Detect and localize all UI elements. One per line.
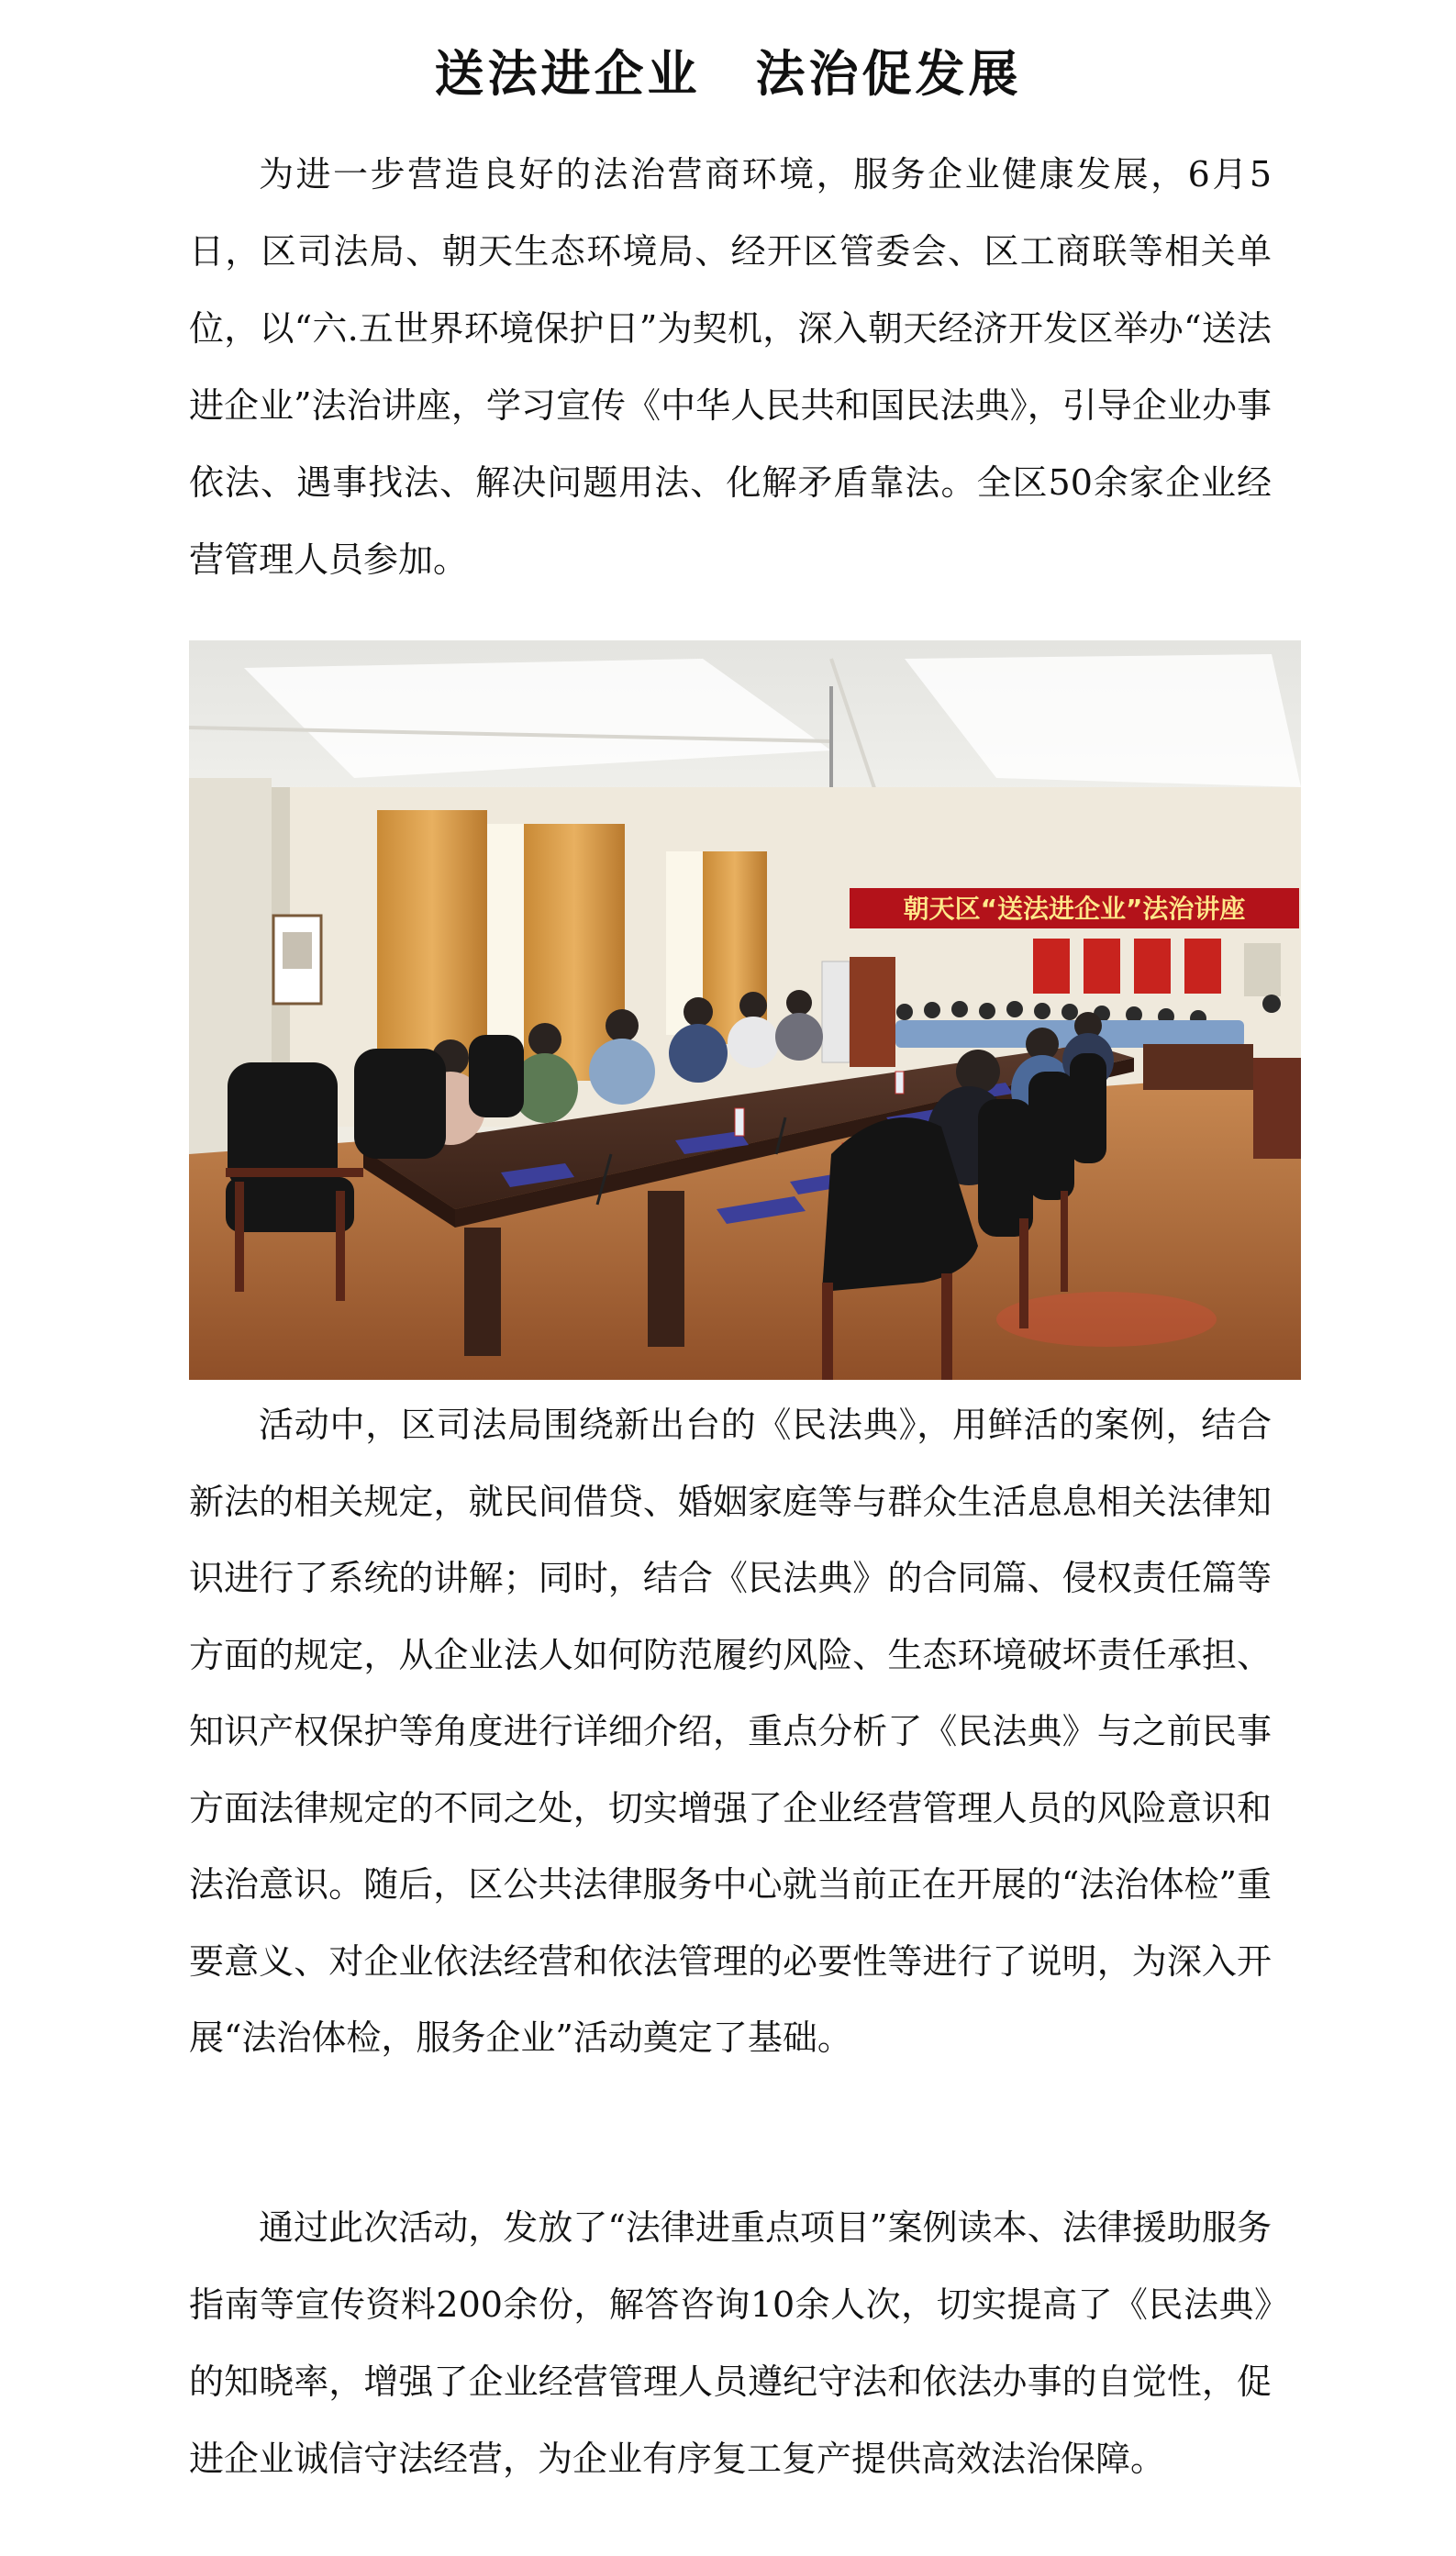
paragraph-results: 通过此次活动，发放了“法律进重点项目”案例读本、法律援助服务指南等宣传资料200余份，解答咨询10余人次，切实提高了《民法典》的知晓率，增强了企业经营管理人员遵纪守法和依法办事的自觉性，促进企业诚信守法经营，为企业有序复工复产提供高效法治保障。 <box>189 2207 1272 2479</box>
event-photo <box>189 640 1301 1380</box>
conference-room-illustration <box>189 640 1301 1380</box>
title-part-2: 法治促发展 <box>755 44 1022 104</box>
paragraph-activity: 活动中，区司法局围绕新出台的《民法典》，用鲜活的案例，结合新法的相关规定，就民间借贷、婚姻家庭等与群众生活息息相关法律知识进行了系统的讲解；同时，结合《民法典》的合同篇、侵权责任篇等方面的规定，从企业法人如何防范履约风险、生态环境破坏责任承担、知识产权保护等角度进行详细介绍，重点分析了《民法典》与之前民事方面法律规定的不同之处，切实增强了企业经营管理人员的风险意识和法治意识。随后，区公共法律服务中心就当前正在开展的“法治体检”重要意义、对企业依法经营和依法管理的必要性等进行了说明，为深入开展“法治体检，服务企业”活动奠定了基础。 <box>189 1405 1272 2058</box>
article-title <box>0 40 1456 106</box>
title-part-1: 送法进企业 <box>434 44 701 104</box>
paragraph-intro: 为进一步营造良好的法治营商环境，服务企业健康发展，6月5日，区司法局、朝天生态环境局、经开区管委会、区工商联等相关单位，以“六.五世界环境保护日”为契机，深入朝天经济开发区举办“送法进企业”法治讲座，学习宣传《中华人民共和国民法典》，引导企业办事依法、遇事找法、解决问题用法、化解矛盾靠法。全区50余家企业经营管理人员参加。 <box>189 154 1272 580</box>
banner-text: 朝天区“送法进企业”法治讲座 <box>903 894 1246 924</box>
